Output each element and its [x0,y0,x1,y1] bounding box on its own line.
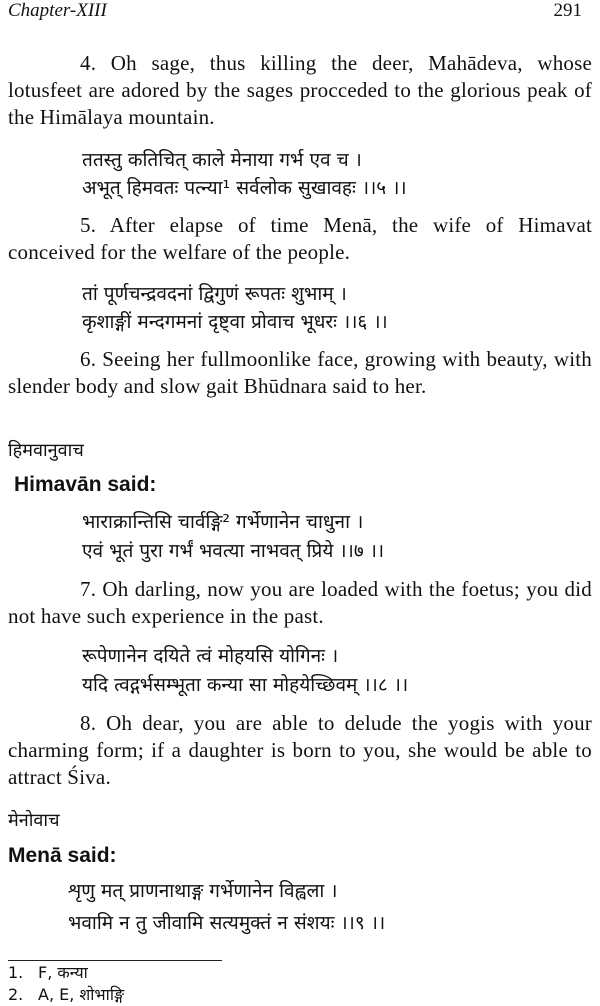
footnote-2: 2. A, E, शोभाङ्गि [8,985,125,1004]
verse-9-line-1: शृणु मत् प्राणनाथाङ्ग गर्भेणानेन विह्वला । [68,880,338,902]
verse-7-line-2: एवं भूतं पुरा गर्भं भवत्या नाभवत् प्रिये ।।७ ।। [82,540,385,562]
chapter-title: Chapter-XIII [8,0,107,21]
speaker-himavan-sanskrit: हिमवानुवाच [8,440,84,461]
translation-paragraph-6: 6. Seeing her fullmoonlike face, growing with beauty, with slender body and slow gait Bhūdnara said to her. [8,347,592,398]
translation-paragraph-5: 5. After elapse of time Menā, the wife of Himavat conceived for the welfare of the people. [8,213,592,264]
running-header [8,0,582,26]
verse-7-line-1: भाराक्रान्तिसि चार्वङ्गि² गर्भेणानेन चाधुना । [82,511,364,533]
verse-5-line-2: अभूत् हिमवतः पत्न्या¹ सर्वलोक सुखावहः ।।५ ।। [82,177,407,199]
translation-paragraph-7: 7. Oh darling, now you are loaded with the foetus; you did not have such experience in the past. [8,577,592,628]
speaker-mena-english: Menā said: [8,844,117,867]
speaker-himavan-english: Himavān said: [14,473,157,496]
verse-9-line-2: भवामि न तु जीवामि सत्यमुक्तं न संशयः ।।९ ।। [68,912,386,934]
footnote-1: 1. F, कन्या [8,963,88,982]
verse-8-line-1: रूपेणानेन दयिते त्वं मोहयसि योगिनः । [82,645,339,667]
translation-paragraph-8: 8. Oh dear, you are able to delude the yogis with your charming form; if a daughter is born to you, she would be able to attract Śiva. [8,711,592,789]
verse-6-line-2: कृशाङ्गीं मन्दगमनां दृष्ट्वा प्रोवाच भूधरः ।।६ ।। [82,311,388,333]
speaker-mena-sanskrit: मेनोवाच [8,810,60,831]
page-number: 291 [553,0,582,21]
translation-paragraph-4: 4. Oh sage, thus killing the deer, Mahādeva, whose lotusfeet are adored by the sages procceded to the glorious peak of the Himālaya mountain. [8,51,592,129]
verse-6-line-1: तां पूर्णचन्द्रवदनां द्विगुणं रूपतः शुभाम् । [82,283,347,305]
verse-8-line-2: यदि त्वद्गर्भसम्भूता कन्या सा मोहयेच्छिवम् ।।८ ।। [82,674,409,696]
verse-5-line-1: ततस्तु कतिचित् काले मेनाया गर्भ एव च । [82,149,362,171]
